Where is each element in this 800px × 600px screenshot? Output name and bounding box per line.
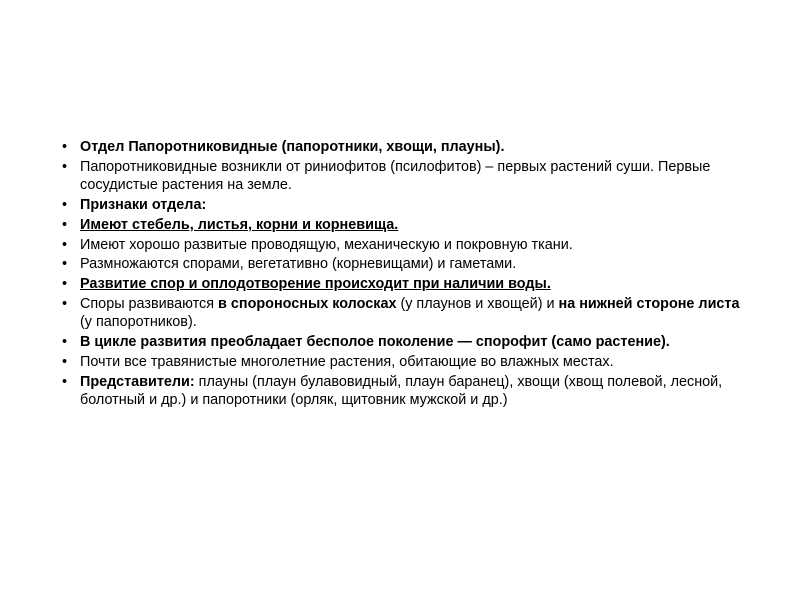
text-run: Споры развиваются [80, 295, 219, 312]
text-run: Почти все травянистые многолетние растения, обитающие во влажных местах. [80, 353, 614, 370]
text-run: на нижней стороне листа [558, 295, 740, 312]
text-run: в спороносных колосках [218, 295, 397, 312]
bullet-list-container [58, 138, 748, 411]
text-run: Имеют стебель, листья, корни и корневища. [80, 216, 399, 233]
bullet-origin [58, 158, 748, 195]
text-run: В цикле развития преобладает бесполое поколение — спорофит (само растение). [80, 334, 670, 351]
bullet-spores [58, 295, 748, 332]
text-run: Папоротниковидные возникли от риниофитов (псилофитов) – первых растений суши. Первые сосудистые растения на земле. [80, 158, 711, 194]
bullet-list [58, 138, 748, 410]
text-run: (у плаунов и хвощей) и [396, 295, 559, 312]
bullet-reproduction [58, 255, 748, 274]
text-run: Размножаются спорами, вегетативно (корневищами) и гаметами. [80, 256, 517, 273]
bullet-cycle [58, 333, 748, 352]
bullet-habitat [58, 353, 748, 372]
text-run: Развитие спор и оплодотворение происходит при наличии воды. [80, 276, 551, 293]
bullet-representatives [58, 373, 748, 410]
text-run: плауны (плаун булавовидный, плаун баранец), хвощи (хвощ полевой, лесной, болотный и др.) и папоротники (орляк, щитовник мужской и др.) [80, 373, 723, 409]
bullet-otdel-title [58, 138, 748, 157]
bullet-tissues [58, 236, 748, 255]
bullet-features-title [58, 196, 748, 215]
text-run: (у папоротников). [80, 314, 197, 331]
text-run: Представители: [80, 373, 195, 390]
text-run: Признаки отдела: [80, 197, 207, 214]
bullet-organs [58, 216, 748, 235]
text-run: Отдел Папоротниковидные (папоротники, хвощи, плауны). [80, 139, 505, 155]
text-run: Имеют хорошо развитые проводящую, механическую и покровную ткани. [80, 236, 573, 253]
bullet-water [58, 275, 748, 294]
